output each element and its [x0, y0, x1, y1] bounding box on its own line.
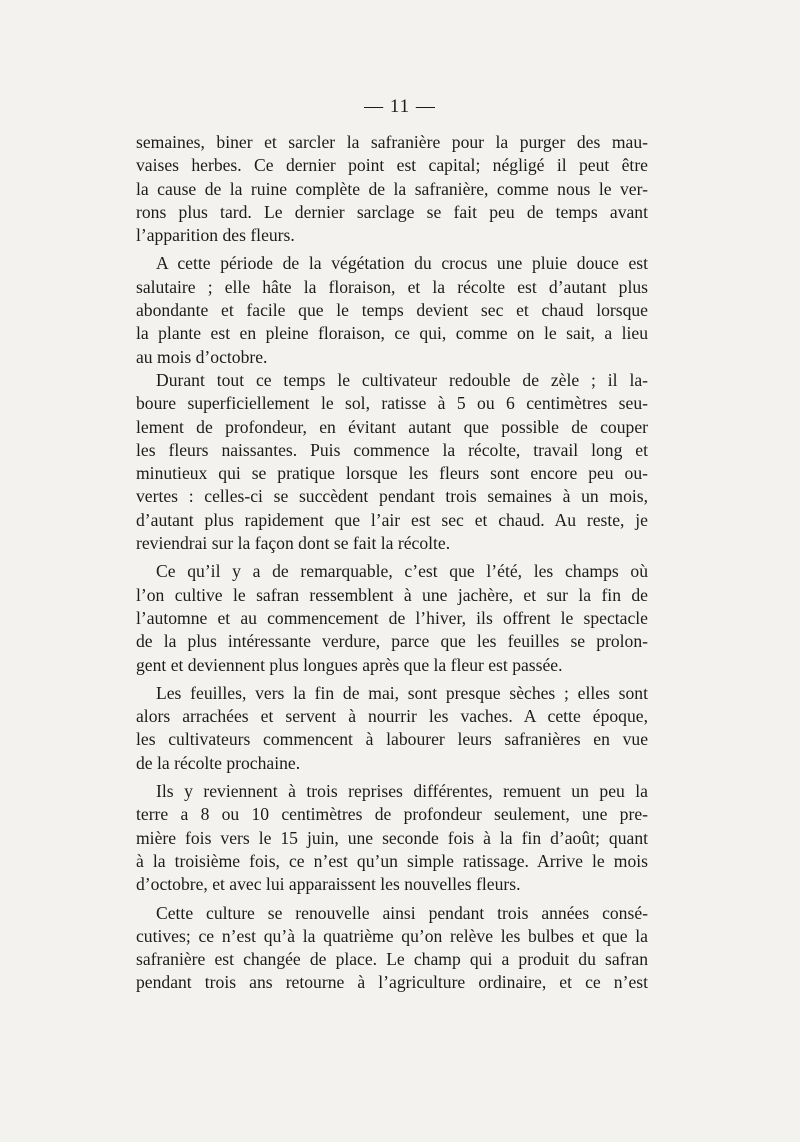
paragraph-2	[136, 252, 648, 368]
paragraph-5	[136, 682, 648, 775]
text-line: pendant trois ans retourne à l’agriculture ordinaire, et ce n’est	[136, 972, 648, 993]
text-line: safranière est changée de place. Le champ qui a produit du safran	[136, 949, 648, 970]
text-line: A cette période de la végétation du crocus une pluie douce est	[156, 253, 648, 274]
text-line: mière fois vers le 15 juin, une seconde fois à la fin d’août; quant	[136, 827, 648, 848]
paragraph-3	[136, 369, 648, 555]
text-line: vaises herbes. Ce dernier point est capital; négligé il peut être	[136, 155, 648, 176]
page-number: — 11 —	[364, 96, 436, 117]
text-line: reviendrai sur la façon dont se fait la récolte.	[136, 533, 451, 554]
text-line: Les feuilles, vers la fin de mai, sont presque sèches ; elles sont	[156, 682, 648, 703]
paragraph-7	[136, 902, 648, 995]
text-line: minutieux qui se pratique lorsque les fleurs sont encore peu ou-	[136, 463, 648, 484]
text-line: Ils y reviennent à trois reprises différentes, remuent un peu la	[156, 781, 648, 802]
text-line: terre a 8 ou 10 centimètres de profondeur seulement, une pre-	[136, 804, 648, 825]
text-line: salutaire ; elle hâte la floraison, et la récolte est d’autant plus	[136, 276, 648, 297]
text-line: semaines, biner et sarcler la safranière pour la purger des mau-	[136, 132, 648, 152]
text-line: l’apparition des fleurs.	[136, 225, 295, 246]
text-line: les cultivateurs commencent à labourer leurs safranières en vue	[136, 729, 648, 750]
text-line: à la troisième fois, ce n’est qu’un simple ratissage. Arrive le mois	[136, 850, 648, 871]
text-line: alors arrachées et servent à nourrir les vaches. A cette époque,	[136, 706, 648, 727]
text-line: d’octobre, et avec lui apparaissent les nouvelles fleurs.	[136, 874, 521, 895]
text-line: Durant tout ce temps le cultivateur redouble de zèle ; il la-	[156, 369, 648, 390]
text-line: Cette culture se renouvelle ainsi pendant trois années consé-	[156, 902, 648, 923]
paragraph-1	[136, 131, 648, 247]
text-line: de la récolte prochaine.	[136, 752, 301, 773]
text-line: de la plus intéressante verdure, parce que les feuilles se prolon-	[136, 631, 648, 652]
text-line: d’autant plus rapidement que l’air est sec et chaud. Au reste, je	[136, 509, 648, 530]
text-line: Ce qu’il y a de remarquable, c’est que l’été, les champs où	[156, 561, 648, 582]
text-line: lement de profondeur, en évitant autant que possible de couper	[136, 416, 648, 437]
text-line: boure superficiellement le sol, ratisse à 5 ou 6 centimètres seu-	[136, 393, 648, 414]
text-line: gent et deviennent plus longues après que la fleur est passée.	[136, 654, 563, 675]
text-line: abondante et facile que le temps devient sec et chaud lorsque	[136, 300, 648, 321]
body-text	[136, 131, 648, 995]
text-line: cutives; ce n’est qu’à la quatrième qu’on relève les bulbes et que la	[136, 925, 648, 946]
text-line: rons plus tard. Le dernier sarclage se fait peu de temps avant	[136, 201, 648, 222]
text-line: l’automne et au commencement de l’hiver, ils offrent le spectacle	[136, 607, 648, 628]
text-line: au mois d’octobre.	[136, 346, 268, 367]
paragraph-4	[136, 560, 648, 676]
text-line: l’on cultive le safran ressemblent à une jachère, et sur la fin de	[136, 584, 648, 605]
text-line: les fleurs naissantes. Puis commence la récolte, travail long et	[136, 439, 648, 460]
text-line: vertes : celles-ci se succèdent pendant trois semaines à un mois,	[136, 486, 648, 507]
text-line: la cause de la ruine complète de la safranière, comme nous le ver-	[136, 178, 648, 199]
paragraph-6	[136, 780, 648, 896]
text-line: la plante est en pleine floraison, ce qui, comme on le sait, a lieu	[136, 323, 648, 344]
